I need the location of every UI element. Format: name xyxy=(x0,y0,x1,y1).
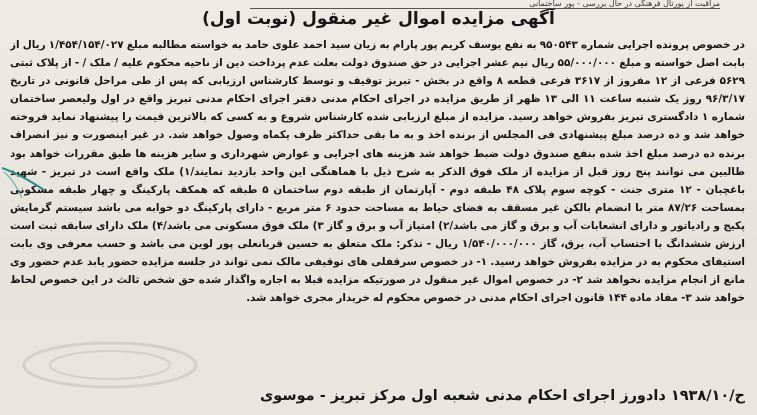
watermark-logo xyxy=(20,340,200,390)
notice-paragraph: در خصوص پرونده اجرایی شماره ۹۵۰۵۴۳ به نفع یوسف کریم پور پارام به زیان سید احمد علوی حامد به خواسته مطالبه مبلغ ۱/۴۵۴/۱۵۴/۰۲۷ ریال از بابت اصل خواسته و مبلغ ۵۵/۰۰۰/۰۰۰ ریال نیم عشر اجرایی در حق صندوق دولت بعلت عدم پرداخت دین از ناحیه محکوم علیه / ملک / - از پلاک ثبتی ۵۶۲۹ فرعی از ۱۲ مفروز از ۳۶۱۷ فرعی قطعه ۸ واقع در بخش - تبریز توقیف و توسط کارشناس ارزیابی که پس از طی مراحل قانونی در تاریخ ۹۶/۳/۱۷ روز یک شنبه ساعت ۱۱ الی ۱۳ ظهر از طریق مزایده در اجرای احکام مدنی دفتر اجرای احکام مدنی تبریز واقع در اول ولیعصر ساختمان شماره ۱ دادگستری تبریز بفروش خواهد رسید. مزایده از مبلغ ارزیابی شده کارشناس شروع و به کسی که بالاترین قیمت را پیشنهاد نماید فروخته خواهد شد و ده درصد مبلغ پیشنهادی فی المجلس از برنده اخذ و به ما بقی حداکثر ظرف یکماه وصول خواهد شد. در غیر اینصورت و نیز انصراف برنده ده درصد مبلغ اخذ شده بنفع صندوق دولت ضبط خواهد شد هزینه های اجرایی و عوارض شهرداری و سایر هزینه ها طبق مقررات خواهد بود طالبین می توانند پنج روز قبل از مزایده از ملک فوق الذکر به شرح ذیل با هماهنگی این واحد بازدید نمایند/۱) ملک واقع است در تبریز - شهید باغچبان - ۱۲ متری جنت - کوچه سوم پلاک ۴۸ طبقه دوم - آپارتمان از طبقه دوم ساختمان ۵ طبقه که همکف پارکینگ و چهار طبقه مسکونی بمساحت ۸۷/۲۶ متر با انضمام بالکن غیر مسقف به فضای حیاط به مساحت حدود ۶ متر مربع - دارای پارکینگ دو خوابه می باشد سیستم گرمایش پکیج و رادیاتور و دارای انشعابات آب و برق و گاز می باشد/۲) امتیاز آب و برق و گاز ۳) ملک فوق مسکونی می باشد/۴) ملک دارای سابقه ثبت است ارزش ششدانگ با احتساب آب، برق، گاز ۱/۵۴۰/۰۰۰/۰۰۰ ریال - تذکر: ملک متعلق به حسین قربانعلی پور لوین می باشد و حسب معرفی وی بابت استیفای محکوم به در مزایده بفروش خواهد رسید. ۱- در خصوص سرقفلی های توقیفی مالک نمی تواند در جلسه مزایده حضور یابد عدم حضور وی مانع از انجام مزایده نخواهد شد ۲- در خصوص اموال غیر منقول در صورتیکه مزایده قبلا به اجاره واگذار شده حق شخص ثالث در این خصوص لحاظ خواهد شد ۳- مفاد ماده ۱۴۴ قانون اجرای احکام مدنی در خصوص محکوم له خریدار مجری خواهد شد. xyxy=(10,39,745,305)
previous-article-strip: مراقبت از پورتال فرهنگی در حال بررسی - پور ساختمانی xyxy=(250,0,720,9)
pen-mark xyxy=(0,150,46,200)
notice-signature: ح/۱۹۳۸/۱۰ دادورز اجرای احکام مدنی شعبه اول مرکز تبریز - موسوی xyxy=(259,388,745,404)
notice-body xyxy=(10,36,745,378)
notice-title: آگهی مزایده اموال غیر منقول (نوبت اول) xyxy=(202,9,555,29)
